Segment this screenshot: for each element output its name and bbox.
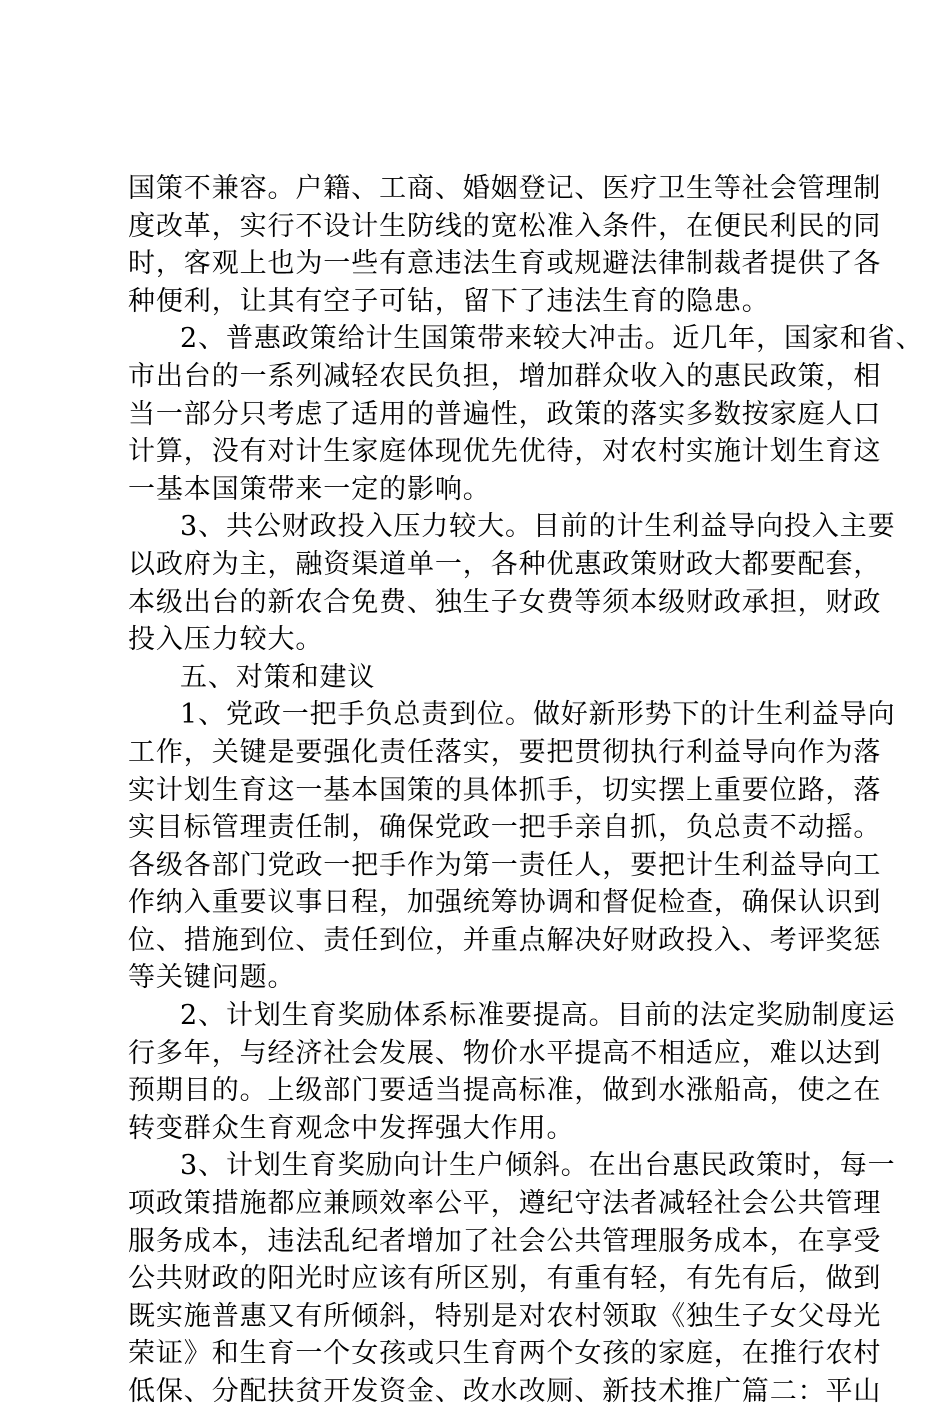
text-line: 实计划生育这一基本国策的具体抓手，切实摆上重要位路，落 xyxy=(128,774,882,806)
paragraph-start-line: 2、计划生育奖励体系标准要提高。目前的法定奖励制度运 xyxy=(180,1000,896,1032)
paragraph-start-line: 2、普惠政策给计生国策带来较大冲击。近几年，国家和省、 xyxy=(180,323,924,355)
text-line: 国策不兼容。户籍、工商、婚姻登记、医疗卫生等社会管理制 xyxy=(128,173,882,204)
text-line: 作纳入重要议事日程，加强统筹协调和督促检查，确保认识到 xyxy=(128,887,882,919)
text-line: 荣证》和生育一个女孩或只生育两个女孩的家庭，在推行农村 xyxy=(128,1338,882,1370)
text-line: 项政策措施都应兼顾效率公平，遵纪守法者减轻社会公共管理 xyxy=(128,1188,882,1220)
text-line: 时，客观上也为一些有意违法生育或规避法律制裁者提供了各 xyxy=(128,248,882,280)
text-line: 市出台的一系列减轻农民负担，增加群众收入的惠民政策，相 xyxy=(128,360,882,392)
text-line: 实目标管理责任制，确保党政一把手亲自抓，负总责不动摇。 xyxy=(128,812,882,844)
text-line: 预期目的。上级部门要适当提高标准，做到水涨船高，使之在 xyxy=(128,1075,882,1107)
text-line: 度改革，实行不设计生防线的宽松准入条件，在便民利民的同 xyxy=(128,210,882,242)
text-line: 行多年，与经济社会发展、物价水平提高不相适应，难以达到 xyxy=(128,1037,882,1069)
text-line: 计算，没有对计生家庭体现优先优待，对农村实施计划生育这 xyxy=(128,436,882,468)
text-line: 当一部分只考虑了适用的普遍性，政策的落实多数按家庭人口 xyxy=(128,398,882,430)
paragraph-start-line: 3、共公财政投入压力较大。目前的计生利益导向投入主要 xyxy=(180,511,896,543)
text-line: 服务成本，违法乱纪者增加了社会公共管理服务成本，在享受 xyxy=(128,1225,882,1257)
text-line: 公共财政的阳光时应该有所区别，有重有轻，有先有后，做到 xyxy=(128,1263,882,1295)
text-line: 低保、分配扶贫开发资金、改水改厕、新技术推广篇二：平山 xyxy=(128,1376,882,1407)
text-line: 种便利，让其有空子可钻，留下了违法生育的隐患。 xyxy=(128,285,770,317)
text-line: 以政府为主，融资渠道单一，各种优惠政策财政大都要配套， xyxy=(128,548,882,580)
text-line: 工作，关键是要强化责任落实，要把贯彻执行利益导向作为落 xyxy=(128,736,882,768)
paragraph-start-line: 3、计划生育奖励向计生户倾斜。在出台惠民政策时，每一 xyxy=(180,1150,896,1182)
text-line: 既实施普惠又有所倾斜，特别是对农村领取《独生子女父母光 xyxy=(128,1300,882,1332)
text-line: 本级出台的新农合免费、独生子女费等须本级财政承担，财政 xyxy=(128,586,882,618)
text-line: 投入压力较大。 xyxy=(128,624,324,656)
section-heading: 五、对策和建议 xyxy=(180,661,376,693)
paragraph-start-line: 1、党政一把手负总责到位。做好新形势下的计生利益导向 xyxy=(180,699,896,731)
text-line: 一基本国策带来一定的影响。 xyxy=(128,473,491,505)
text-line: 位、措施到位、责任到位，并重点解决好财政投入、考评奖惩 xyxy=(128,924,882,956)
text-line: 各级各部门党政一把手作为第一责任人，要把计生利益导向工 xyxy=(128,849,882,881)
document-body xyxy=(128,170,924,1411)
text-line: 等关键问题。 xyxy=(128,962,296,994)
text-line: 转变群众生育观念中发挥强大作用。 xyxy=(128,1112,575,1144)
